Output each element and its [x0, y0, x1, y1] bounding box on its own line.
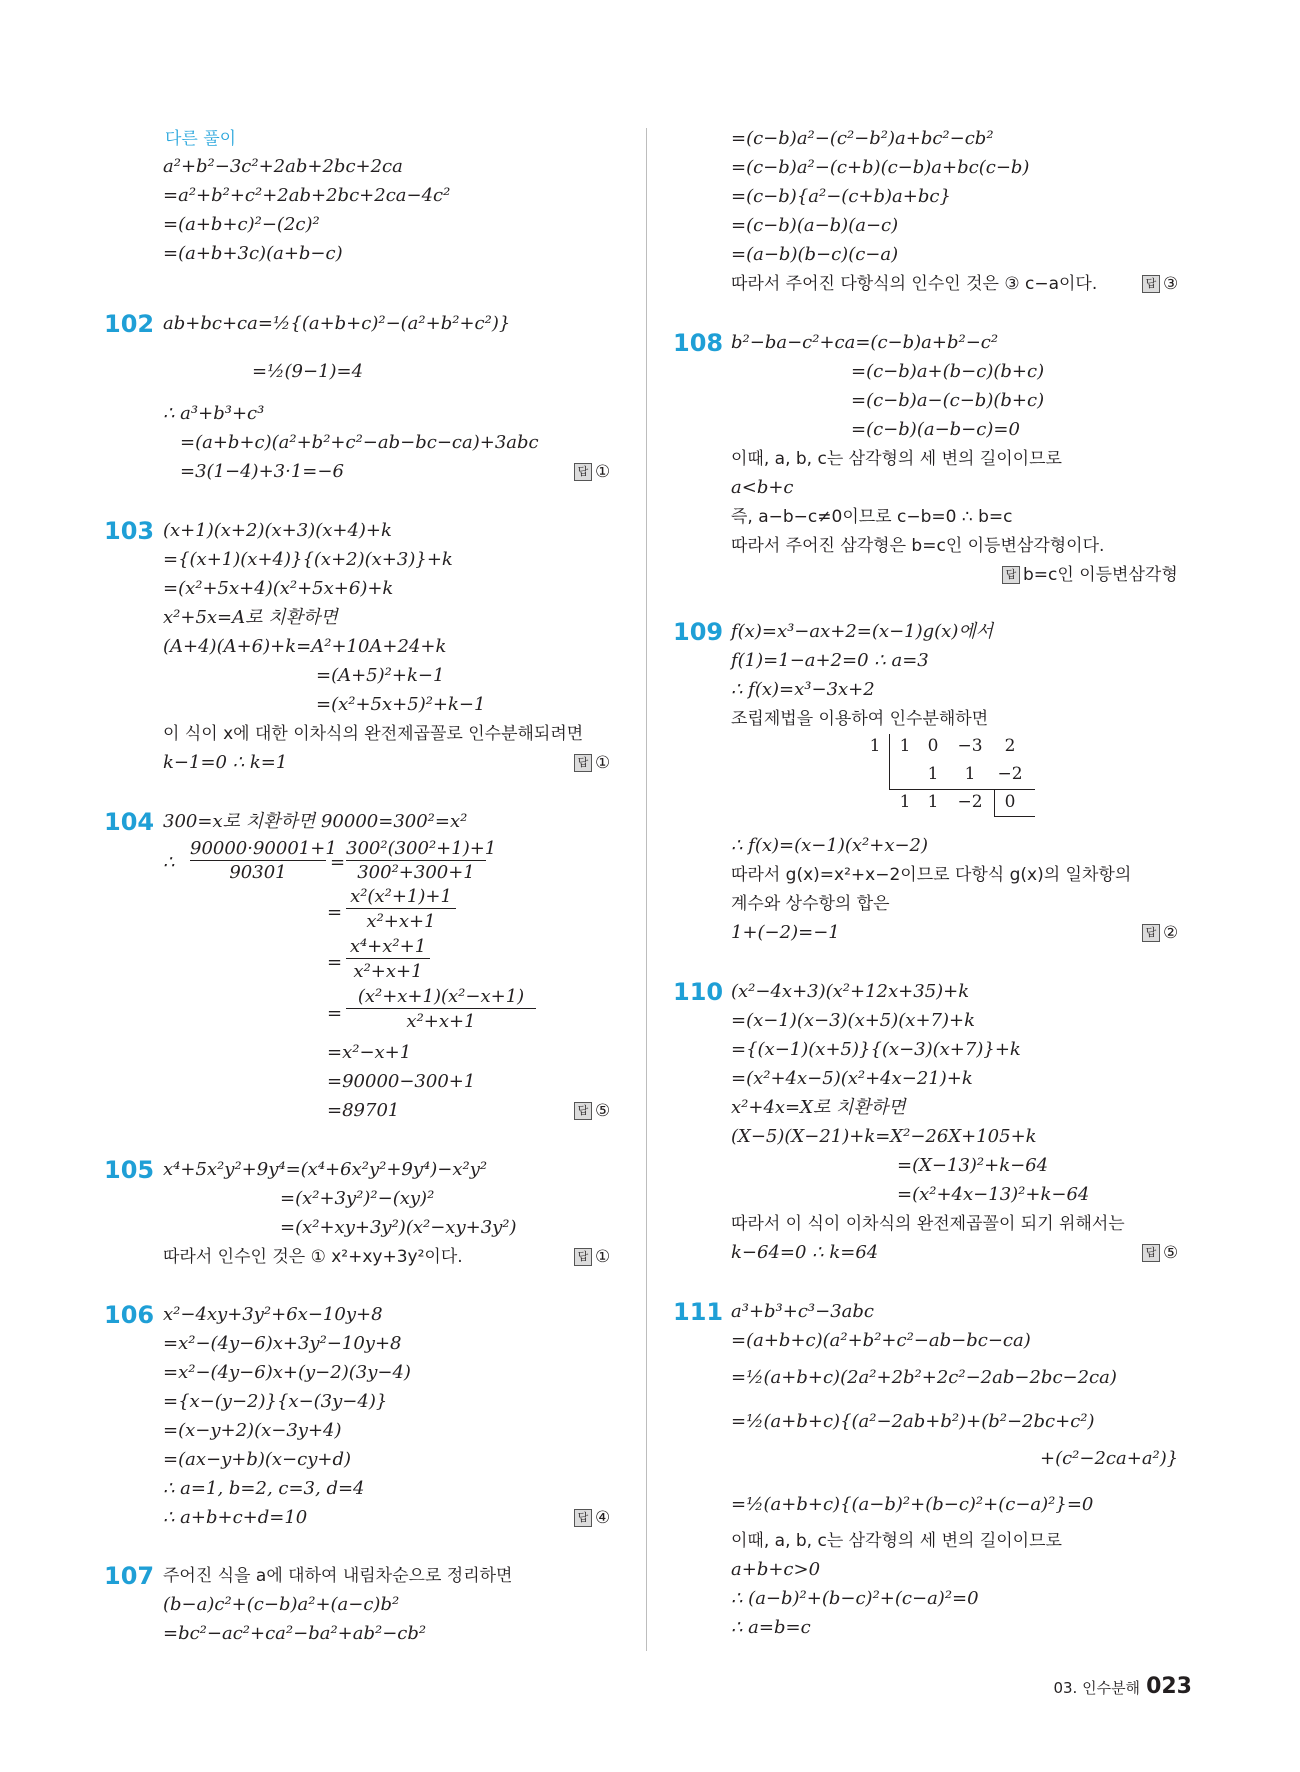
math-line: k−64=0 ∴ k=64 — [731, 1242, 879, 1263]
math-line: =(x²+3y²)²−(xy)² — [280, 1188, 435, 1209]
answer-icon: 답 — [574, 1102, 592, 1120]
synthetic-remainder: 0 — [1004, 792, 1016, 812]
answer: 답 ⑤ — [574, 1100, 610, 1122]
math-line: ∴ a+b+c+d=10 — [163, 1507, 308, 1528]
math-line: =(x²+5x+5)²+k−1 — [316, 694, 486, 715]
fraction-denominator: x²+x+1 — [366, 911, 436, 932]
therefore-sign: ∴ — [163, 852, 175, 873]
math-line: =(c−b)a²−(c²−b²)a+bc²−cb² — [731, 128, 994, 149]
math-line: ={x−(y−2)}{x−(3y−4)} — [163, 1391, 388, 1412]
fraction-numerator: x²(x²+1)+1 — [346, 886, 456, 909]
math-line: =(a+b+c)(a²+b²+c²−ab−bc−ca) — [731, 1330, 1031, 1351]
fraction-denominator: 300²+300+1 — [357, 862, 475, 883]
answer-icon: 답 — [574, 1509, 592, 1527]
answer-icon: 답 — [574, 754, 592, 772]
answer: 답 ③ — [1142, 273, 1178, 295]
equals: = — [327, 1003, 343, 1024]
remainder-box-bottom — [994, 816, 1035, 817]
fraction-numerator: 90000·90001+1 — [190, 838, 337, 859]
text-line: 따라서 주어진 다항식의 인수인 것은 ③ c−a이다. — [731, 274, 1098, 294]
synthetic-cell: −2 — [957, 792, 983, 812]
fraction-numerator: 300²(300²+1)+1 — [346, 838, 497, 859]
text-line: 따라서 g(x)=x²+x−2이므로 다항식 g(x)의 일차항의 — [731, 865, 1132, 885]
synthetic-cell: 1 — [964, 764, 976, 784]
math-line: =(a+b+3c)(a+b−c) — [163, 243, 343, 264]
math-line: b²−ba−c²+ca=(c−b)a+b²−c² — [731, 332, 999, 353]
math-line: =(c−b)(a−b−c)=0 — [851, 419, 1020, 440]
answer-icon: 답 — [1142, 275, 1160, 293]
synthetic-cell: 1 — [927, 764, 939, 784]
fraction-denominator: 90301 — [229, 862, 287, 883]
problem-number: 108 — [673, 329, 724, 357]
problem-number: 109 — [673, 618, 724, 646]
problem-number: 102 — [104, 310, 155, 338]
answer: 답 ① — [574, 461, 610, 483]
problem-number: 104 — [104, 808, 155, 836]
synthetic-cell: 1 — [899, 736, 911, 756]
math-line: k−1=0 ∴ k=1 — [163, 752, 288, 773]
math-line: ∴ a³+b³+c³ — [163, 403, 265, 424]
math-line: a<b+c — [731, 477, 794, 498]
math-line: =(A+5)²+k−1 — [316, 665, 445, 686]
equals: = — [327, 902, 343, 923]
text-line: 이 식이 x에 대한 이차식의 완전제곱꼴로 인수분해되려면 — [163, 724, 584, 744]
text-line: 이때, a, b, c는 삼각형의 세 변의 길이이므로 — [731, 449, 1062, 469]
remainder-box-left — [994, 790, 995, 816]
math-line: =89701 — [327, 1100, 400, 1121]
math-line: =½(a+b+c){(a−b)²+(b−c)²+(c−a)²}=0 — [731, 1494, 1094, 1515]
synthetic-cell: −3 — [957, 736, 983, 756]
synthetic-cell: 2 — [1004, 736, 1016, 756]
fraction-numerator: x⁴+x²+1 — [346, 936, 430, 959]
math-line: =(a−b)(b−c)(c−a) — [731, 244, 899, 265]
text-line: 이때, a, b, c는 삼각형의 세 변의 길이이므로 — [731, 1531, 1062, 1551]
answer-icon: 답 — [1142, 1244, 1160, 1262]
synthetic-divisor: 1 — [869, 736, 881, 756]
math-line: =(ax−y+b)(x−cy+d) — [163, 1449, 351, 1470]
alternative-solution-label: 다른 풀이 — [165, 129, 237, 149]
math-line: x²−4xy+3y²+6x−10y+8 — [163, 1304, 383, 1325]
math-line: (x²−4x+3)(x²+12x+35)+k — [731, 981, 970, 1002]
text-line: 따라서 주어진 삼각형은 b=c인 이등변삼각형이다. — [731, 536, 1105, 556]
answer: 답 ⑤ — [1142, 1242, 1178, 1264]
math-line: =(c−b)a²−(c+b)(c−b)a+bc(c−b) — [731, 157, 1030, 178]
math-line: =(a+b+c)²−(2c)² — [163, 214, 320, 235]
math-line: =x²−x+1 — [327, 1042, 412, 1063]
math-line: ab+bc+ca=½{(a+b+c)²−(a²+b²+c²)} — [163, 313, 511, 334]
math-line: =a²+b²+c²+2ab+2bc+2ca−4c² — [163, 185, 451, 206]
math-line: ={(x+1)(x+4)}{(x+2)(x+3)}+k — [163, 549, 453, 570]
text-line: 계수와 상수항의 합은 — [731, 894, 890, 914]
math-line: +(c²−2ca+a²)} — [1040, 1448, 1179, 1469]
math-line: =(c−b)a−(c−b)(b+c) — [851, 390, 1045, 411]
answer-icon: 답 — [1002, 566, 1020, 584]
equals: = — [330, 852, 346, 873]
answer-icon: 답 — [574, 1248, 592, 1266]
column-divider — [646, 128, 647, 1651]
math-line: (A+4)(A+6)+k=A²+10A+24+k — [163, 636, 447, 657]
math-line: (X−5)(X−21)+k=X²−26X+105+k — [731, 1126, 1037, 1147]
synthetic-cell: 1 — [927, 792, 939, 812]
text-line: 즉, a−b−c≠0이므로 c−b=0 ∴ b=c — [731, 507, 1013, 527]
text-line: 주어진 식을 a에 대하여 내림차순으로 정리하면 — [163, 1566, 513, 1586]
math-line: =(X−13)²+k−64 — [897, 1155, 1049, 1176]
math-line: =½(a+b+c){(a²−2ab+b²)+(b²−2bc+c²) — [731, 1411, 1095, 1432]
synthetic-cell: −2 — [997, 764, 1023, 784]
answer: 답 ② — [1142, 922, 1178, 944]
fraction-numerator: (x²+x+1)(x²−x+1) — [346, 986, 536, 1009]
chapter-title: 03. 인수분해 — [1053, 1679, 1141, 1697]
math-line: a³+b³+c³−3abc — [731, 1301, 875, 1322]
math-line: f(x)=x³−ax+2=(x−1)g(x)에서 — [731, 621, 994, 642]
math-line: ∴ f(x)=x³−3x+2 — [731, 679, 875, 700]
answer: 답 ① — [574, 752, 610, 774]
synthetic-division — [860, 736, 1040, 820]
text-line: 따라서 인수인 것은 ① x²+xy+3y²이다. — [163, 1247, 463, 1267]
text-line: 조립제법을 이용하여 인수분해하면 — [731, 709, 989, 729]
page-footer — [1053, 1674, 1192, 1699]
answer: 답 b=c인 이등변삼각형 — [1002, 564, 1178, 586]
math-line: =(x²+xy+3y²)(x²−xy+3y²) — [280, 1217, 517, 1238]
math-line: =(x−y+2)(x−3y+4) — [163, 1420, 342, 1441]
math-line: =x²−(4y−6)x+(y−2)(3y−4) — [163, 1362, 411, 1383]
math-line: =(x²+5x+4)(x²+5x+6)+k — [163, 578, 394, 599]
problem-number: 103 — [104, 517, 155, 545]
math-line: ∴ f(x)=(x−1)(x²+x−2) — [731, 835, 929, 856]
math-line: (x+1)(x+2)(x+3)(x+4)+k — [163, 520, 392, 541]
math-line: =(x²+4x−5)(x²+4x−21)+k — [731, 1068, 973, 1089]
math-line: (b−a)c²+(c−b)a²+(a−c)b² — [163, 1594, 400, 1615]
math-line: =(c−b)a+(b−c)(b+c) — [851, 361, 1045, 382]
answer-icon: 답 — [1142, 924, 1160, 942]
math-line: ={(x−1)(x+5)}{(x−3)(x+7)}+k — [731, 1039, 1021, 1060]
math-line: =bc²−ac²+ca²−ba²+ab²−cb² — [163, 1623, 427, 1644]
answer: 답 ④ — [574, 1507, 610, 1529]
math-line: 300=x로 치환하면 90000=300²=x² — [163, 811, 468, 832]
math-line: ∴ (a−b)²+(b−c)²+(c−a)²=0 — [731, 1588, 979, 1609]
math-line: 1+(−2)=−1 — [731, 922, 840, 943]
math-line: =(a+b+c)(a²+b²+c²−ab−bc−ca)+3abc — [180, 432, 539, 453]
problem-number: 111 — [673, 1298, 724, 1326]
math-line: =½(9−1)=4 — [252, 361, 364, 382]
problem-number: 110 — [673, 978, 724, 1006]
text-line: 따라서 이 식이 이차식의 완전제곱꼴이 되기 위해서는 — [731, 1214, 1125, 1234]
synthetic-horizontal-line — [889, 789, 1035, 790]
math-line: =½(a+b+c)(2a²+2b²+2c²−2ab−2bc−2ca) — [731, 1367, 1117, 1388]
math-line: =90000−300+1 — [327, 1071, 476, 1092]
math-line: =x²−(4y−6)x+3y²−10y+8 — [163, 1333, 402, 1354]
math-line: ∴ a=1, b=2, c=3, d=4 — [163, 1478, 365, 1499]
math-line: =3(1−4)+3·1=−6 — [180, 461, 344, 482]
answer-icon: 답 — [574, 463, 592, 481]
problem-number: 107 — [104, 1562, 155, 1590]
math-line: f(1)=1−a+2=0 ∴ a=3 — [731, 650, 929, 671]
math-line: x²+4x=X로 치환하면 — [731, 1097, 906, 1118]
fraction-denominator: x²+x+1 — [406, 1011, 476, 1032]
math-line: x²+5x=A로 치환하면 — [163, 607, 338, 628]
page-number: 023 — [1146, 1674, 1192, 1699]
fraction-denominator: x²+x+1 — [353, 961, 423, 982]
problem-number: 105 — [104, 1156, 155, 1184]
equals: = — [327, 952, 343, 973]
math-line: a²+b²−3c²+2ab+2bc+2ca — [163, 156, 403, 177]
problem-number: 106 — [104, 1301, 155, 1329]
math-line: =(c−b)(a−b)(a−c) — [731, 215, 899, 236]
math-line: =(x−1)(x−3)(x+5)(x+7)+k — [731, 1010, 975, 1031]
math-line: =(x²+4x−13)²+k−64 — [897, 1184, 1090, 1205]
answer: 답 ① — [574, 1246, 610, 1268]
math-line: a+b+c>0 — [731, 1559, 821, 1580]
math-line: =(c−b){a²−(c+b)a+bc} — [731, 186, 951, 207]
synthetic-cell: 0 — [927, 736, 939, 756]
synthetic-cell: 1 — [899, 792, 911, 812]
math-line: ∴ a=b=c — [731, 1617, 811, 1638]
math-line: x⁴+5x²y²+9y⁴=(x⁴+6x²y²+9y⁴)−x²y² — [163, 1159, 488, 1180]
